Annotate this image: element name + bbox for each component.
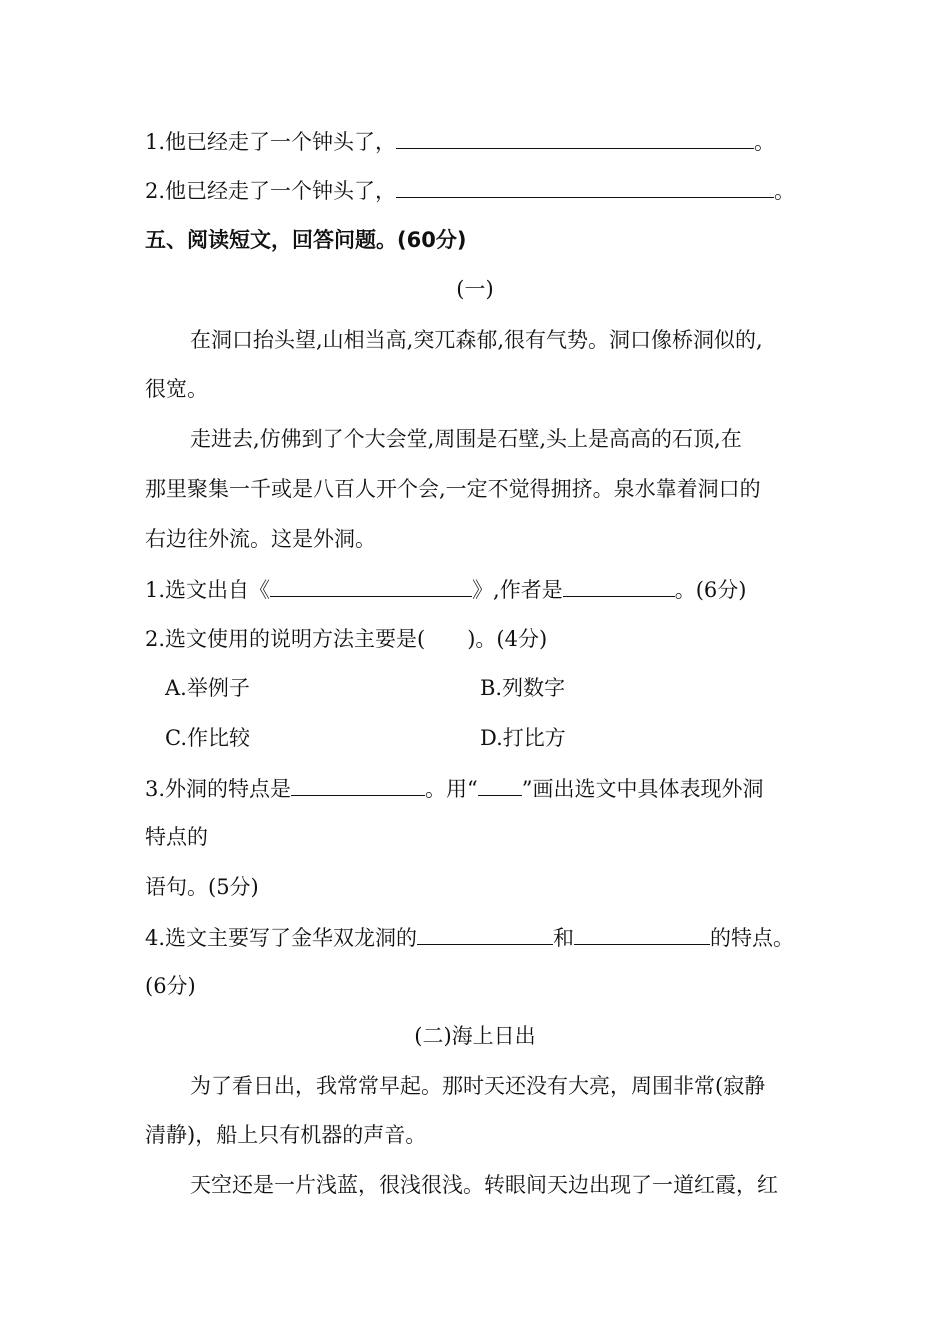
section-5-heading: 五、阅读短文，回答问题。(60分) — [145, 228, 467, 252]
question-2: 2.选文使用的说明方法主要是( )。(4分) — [145, 627, 548, 651]
paragraph-line: 为了看日出，我常常早起。那时天还没有大亮，周围非常(寂静 — [190, 1074, 766, 1098]
question-text: 2.他已经走了一个钟头了， — [145, 179, 397, 203]
question-text: 。(6分) — [674, 578, 747, 602]
question-3-cont: 特点的 — [145, 825, 208, 849]
period: 。 — [754, 130, 776, 154]
answer-blank[interactable] — [291, 773, 425, 796]
question-3-cont: 语句。(5分) — [145, 875, 259, 899]
options-row-1 — [165, 673, 765, 703]
option-b[interactable]: B.列数字 — [480, 676, 566, 700]
question-4 — [145, 922, 794, 953]
question-4-cont: (6分) — [145, 974, 196, 998]
fill-question-2 — [145, 175, 795, 206]
question-text: 的特点。 — [710, 926, 795, 950]
paragraph-line: 在洞口抬头望,山相当高,突兀森郁,很有气势。洞口像桥洞似的, — [190, 328, 763, 352]
option-d[interactable]: D.打比方 — [480, 726, 566, 750]
passage-1-title: (一) — [456, 277, 494, 301]
question-text: 1.他已经走了一个钟头了， — [145, 130, 397, 154]
answer-blank[interactable] — [417, 922, 553, 945]
question-text: 3.外洞的特点是 — [145, 777, 292, 801]
question-1 — [145, 574, 746, 605]
question-3 — [145, 773, 764, 804]
question-text: 》,作者是 — [472, 578, 563, 602]
question-text: 4.选文主要写了金华双龙洞的 — [145, 926, 418, 950]
passage-2-title: (二)海上日出 — [414, 1024, 536, 1048]
author-blank[interactable] — [563, 574, 675, 597]
paragraph-line: 天空还是一片浅蓝，很浅很浅。转眼间天边出现了一道红霞，红 — [190, 1173, 778, 1197]
paragraph-line: 那里聚集一千或是八百人开个会,一定不觉得拥挤。泉水靠着洞口的 — [145, 477, 761, 501]
book-title-blank[interactable] — [270, 574, 472, 597]
option-c[interactable]: C.作比较 — [165, 726, 250, 750]
question-text: 。用“ — [425, 777, 478, 801]
paragraph-line: 清静)，船上只有机器的声音。 — [145, 1123, 427, 1147]
paragraph-line: 很宽。 — [145, 377, 208, 401]
option-a[interactable]: A.举例子 — [165, 676, 250, 700]
answer-blank[interactable] — [396, 126, 754, 149]
underline-sample — [478, 773, 522, 796]
question-text: 和 — [553, 926, 575, 950]
question-text: 1.选文出自《 — [145, 578, 271, 602]
fill-question-1 — [145, 126, 775, 157]
answer-blank[interactable] — [396, 175, 774, 198]
question-text: ”画出选文中具体表现外洞 — [521, 777, 764, 801]
period: 。 — [774, 179, 796, 203]
options-row-2 — [165, 723, 765, 753]
paragraph-line: 走进去,仿佛到了个大会堂,周围是石壁,头上是高高的石顶,在 — [190, 427, 742, 451]
paragraph-line: 右边往外流。这是外洞。 — [145, 527, 376, 551]
answer-blank[interactable] — [574, 922, 710, 945]
